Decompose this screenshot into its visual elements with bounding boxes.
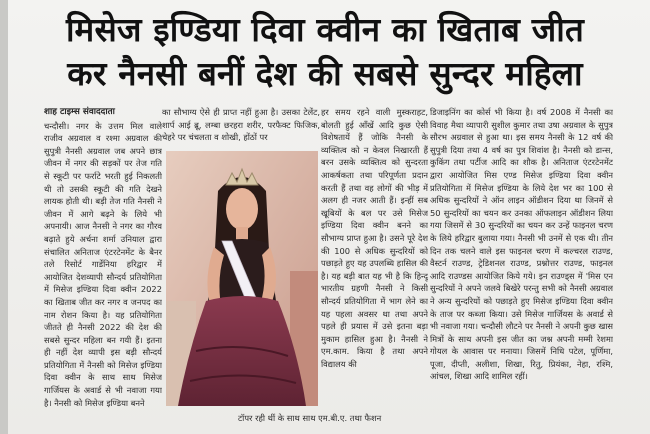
column-4-text: डिजाइनिंग का कोर्स भी किया है। वर्ष 2008 में नैनसी का विवाह मैथा व्यापारी सुशील कुमार तथा उषा अग्रवाल के सुपुत्र सौरभ अग्रवाल से हुआ था। इस समय नैनसी के 12 वर्ष की सुपुत्री दिया तथा 4 वर्ष का पुत्र शिवांश है। नैनसी को डान्स, कुकिंग तथा पर्टीज आदि का शौक है। अनिताज एंटरटेनमेंट द्वारा आयोजित मिस एण्ड मिसेज इण्डिया दिवा क्वीन प्रतियोगिता में मिसेज इण्डिया के लिये देश भर का 100 से अधिक सुन्दरियों ने ऑन लाइन ऑडीशन दिया था जिनमें से 50 सुन्दरियों का चयन कर उनका ऑफलाइन ऑडीशन लिया गया जिसमें से 30 सुन्दरियों का चयन कर उन्हें फाइनल चरण के लिये हरिद्वार बुलाया गया। नैनसी भी उनमें से एक थी। तीन दिन तक चलने वाले इस फाइनल चरण में कल्चरल राउण्ड, वैस्टर्न राउण्ड, ट्रेडिशनल राउण्ड, प्रश्नोत्तर राउण्ड, फाइनल आदि राउण्डस आयोजित किये गये। इन राउण्ड्स में 'मिस एन सुन्दरियों ने अपने जलवे बिखेरे परन्तु सभी को नैनसी अग्रवाल ने अन्य सुन्दरियों को पछाड़ते हुए मिसेज इण्डिया दिवा क्वीन के ताज पर कब्जा किया। उसे मिसेज गार्जियस के अवार्ड से भी नवाजा गया। चन्दौसी लौटने पर नैनसी ने अपनी कुछ खास मित्रों के साथ अपनी इस जीत का जश्न अपनी मम्मी रेशमा गोयल के आवास पर मनाया। जिसमें निधि पटेल, पूर्णिमा, पूजा, दीप्ती, अलीशा, शिखा, रितु, प्रियंका, नेहा, रश्मि, आंचल, शिखा आदि शामिल रहीं। — [430, 107, 613, 382]
article-column-2-top — [162, 106, 320, 149]
headline-line-2: कर नैनसी बनीं देश की सबसे सुन्दर महिला — [67, 54, 583, 93]
byline: शाह टाइम्स संवाददाता — [44, 107, 115, 117]
column-3-text: हर समय रहने वाली मुस्कराहट, बोलती हुई आँखें आदि कुछ ऐसी विशेषतायें हैं जोकि नैनसी के व्यक्तित्व को न केवल निखारती हैं बरन उसके व्यक्तित्व को सुन्दरता आकर्षकता तथा परिपूर्णता प्रदान करती हैं तथा वह लोगों की भीड़ में अलग ही नजर आती हैं। इन्हीं सब खूबियों के बल पर उसे मिसेज इण्डिया दिवा क्वीन बनने का सौभाग्य प्राप्त हुआ है। उसने पूरे देश की 100 से अधिक सुन्दरियों को पछाड़ते हुए यह उपलब्धि हासिल की है। यह बड़ी बात यह भी है कि हिन्दू भारतीय ग्रहणी नैनसी ने किसी सौन्दर्य प्रतियोगिता में भाग लेने का यह पहला अवसर था तथा अपने पहले ही प्रयास में उसे इतना बड़ा मुकाम हासिल हुआ है। नैनसी ने एम.काम. किया है तथा अपने विद्यालय की — [321, 107, 428, 369]
column-1-text: चन्दौसी। नगर के उत्तम मिल वाले राजीव अग्रवाल व रश्मा अग्रवाल की सुपुत्री नैनसी अग्रवाल जब अपने छात्र जीवन में नगर की सड़कों पर तेज गति से स्कूटी पर फर्राटे भरती हुई निकलती थी तो उसकी स्कूटी की गति देखने लायक होती थी। बड़ी तेज गति नैनसी ने जीवन में आगे बढ़ने के लिये भी अपनायी। आज नैनसी ने नगर का गौरव बढ़ाते हुये अर्चना शर्मा उनियाल द्वारा संचालित अनिताज एंटरटेनमेंट के बैनर तले रिसोर्ट गार्डेनिया हरिद्वार में आयोजित देशव्यापी सौन्दर्य प्रतियोगिता में मिसेज इण्डिया दिवा क्वीन 2022 का खिताब जीत कर नगर व जनपद का नाम रोशन किया है। यह प्रतियोगिता जीतते ही नैनसी 2022 की देश की सबसे सुन्दर महिला बन गयी हैं। इतना ही नहीं देश व्यापी इस बड़ी सौन्दर्य प्रतियोगिता में नैनसी को मिसेज इण्डिया दिवा क्वीन के साथ साथ मिसेज गार्जियस के अवार्ड से भी नवाजा गया है। नैनसी को मिसेज इण्डिया बनने — [44, 120, 162, 408]
winner-portrait-image — [166, 151, 318, 406]
column-2-bottom-text: टॉपर रही थीं के साथ साथ एम.बी.ए. तथा फैशन — [238, 413, 382, 423]
article-column-3 — [321, 106, 428, 426]
photo-winner — [166, 151, 318, 406]
column-2-top-text: का सौभाग्य ऐसे ही प्राप्त नहीं हुआ है। उसका टेलेंट, शार्प आई ब्रू, लम्बा छरहरा शरीर, परफैक्ट फिजिक, चेहरे पर चंचलता व शोखी, होंठों पर — [162, 107, 320, 143]
headline-line-1: मिसेज इण्डिया दिवा क्वीन का खिताब जीत — [65, 10, 584, 49]
article-column-4 — [430, 106, 613, 426]
article-column-1 — [44, 106, 162, 426]
